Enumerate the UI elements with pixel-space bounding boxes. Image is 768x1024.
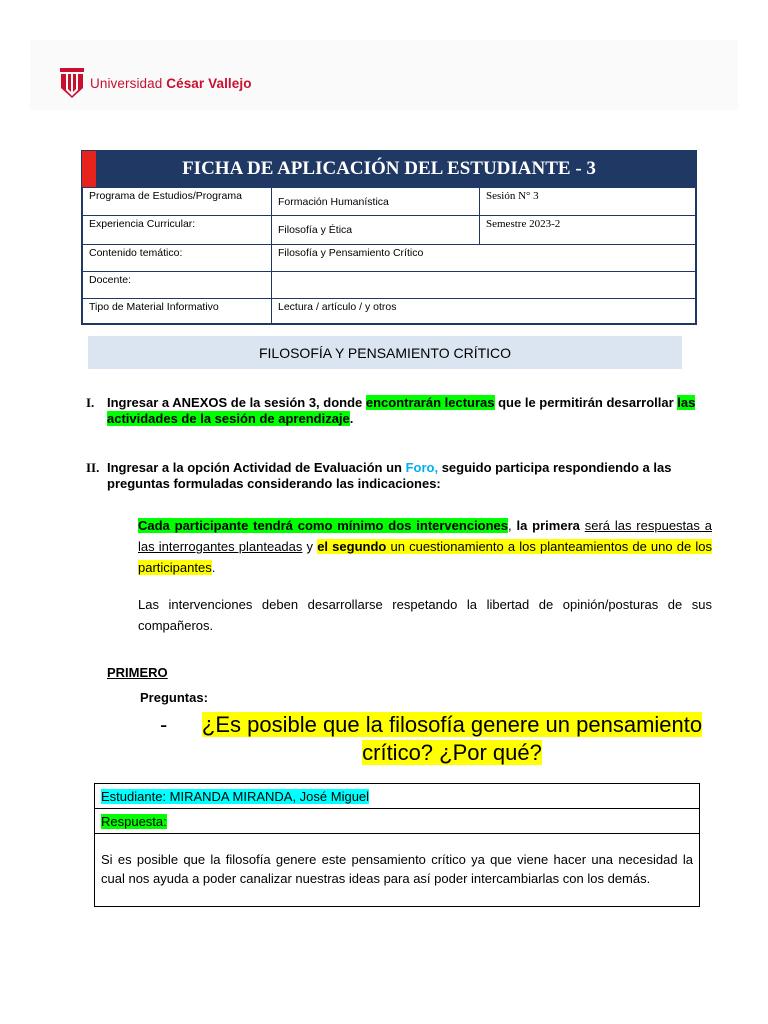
row-extra: Semestre 2023-2 (480, 216, 696, 245)
roman-numeral: II. (86, 460, 100, 475)
instruction-item-2: II. Ingresar a la opción Actividad de Evaluación un Foro, seguido participa respondiendo a las preguntas formuladas considerando las indicaciones: (86, 460, 672, 491)
row-value: Lectura / artículo / y otros (272, 299, 696, 324)
table-row (83, 245, 696, 272)
instruction-item-1: I. Ingresar a ANEXOS de la sesión 3, donde encontrarán lecturas que le permitirán desarrollar las actividades de la sesión de aprendizaje. (86, 395, 696, 426)
question-text: ¿Es posible que la filosofía genere un pensamiento crítico? ¿Por qué? (201, 712, 703, 765)
ficha-table (81, 150, 697, 325)
row-label: Contenido temático: (83, 245, 272, 272)
question-dash: - (160, 712, 168, 737)
table-row (83, 299, 696, 324)
table-row (83, 188, 696, 216)
bullet-item-1: Cada participante tendrá como mínimo dos intervenciones, la primera será las respuestas a las interrogantes planteadas y el segundo un cuestionamiento a los planteamientos de uno de los participantes. (138, 518, 712, 575)
info-table (82, 187, 696, 324)
student-row (95, 784, 699, 809)
row-value: Formación Humanística (272, 188, 480, 216)
respuesta-label: Respuesta: (101, 813, 167, 829)
row-value (272, 272, 696, 299)
row-label: Experiencia Curricular: (83, 216, 272, 245)
answer-box (94, 783, 700, 907)
red-accent (82, 151, 96, 187)
respuesta-row (95, 809, 699, 834)
bullet-item-2: Las intervenciones deben desarrollarse respetando la libertad de opinión/posturas de sus compañeros. (138, 597, 712, 633)
row-label: Docente: (83, 272, 272, 299)
preguntas-label: Preguntas: (140, 690, 208, 705)
table-row (83, 272, 696, 299)
row-value: Filosofía y Ética (272, 216, 480, 245)
question (160, 711, 740, 767)
section-title: FILOSOFÍA Y PENSAMIENTO CRÍTICO (88, 336, 682, 369)
university-name: Universidad César Vallejo (90, 75, 252, 91)
row-label: Programa de Estudios/Programa (83, 188, 272, 216)
row-extra: Sesión N° 3 (480, 188, 696, 216)
primero-heading: PRIMERO (107, 665, 168, 680)
table-row (83, 216, 696, 245)
student-name: Estudiante: MIRANDA MIRANDA, José Miguel (101, 788, 370, 804)
row-value: Filosofía y Pensamiento Crítico (272, 245, 696, 272)
ficha-title: FICHA DE APLICACIÓN DEL ESTUDIANTE - 3 (82, 151, 696, 187)
foro-text: Foro, (405, 460, 439, 475)
answer-text: Si es posible que la filosofía genere este pensamiento crítico ya que viene hacer una necesidad la cual nos ayuda a poder canalizar nuestras ideas para así poder intercambiarlas con los demás. (101, 852, 693, 886)
row-label: Tipo de Material Informativo (83, 299, 272, 324)
roman-numeral: I. (86, 395, 95, 410)
university-logo (60, 68, 252, 98)
ucv-shield-icon (60, 68, 84, 98)
